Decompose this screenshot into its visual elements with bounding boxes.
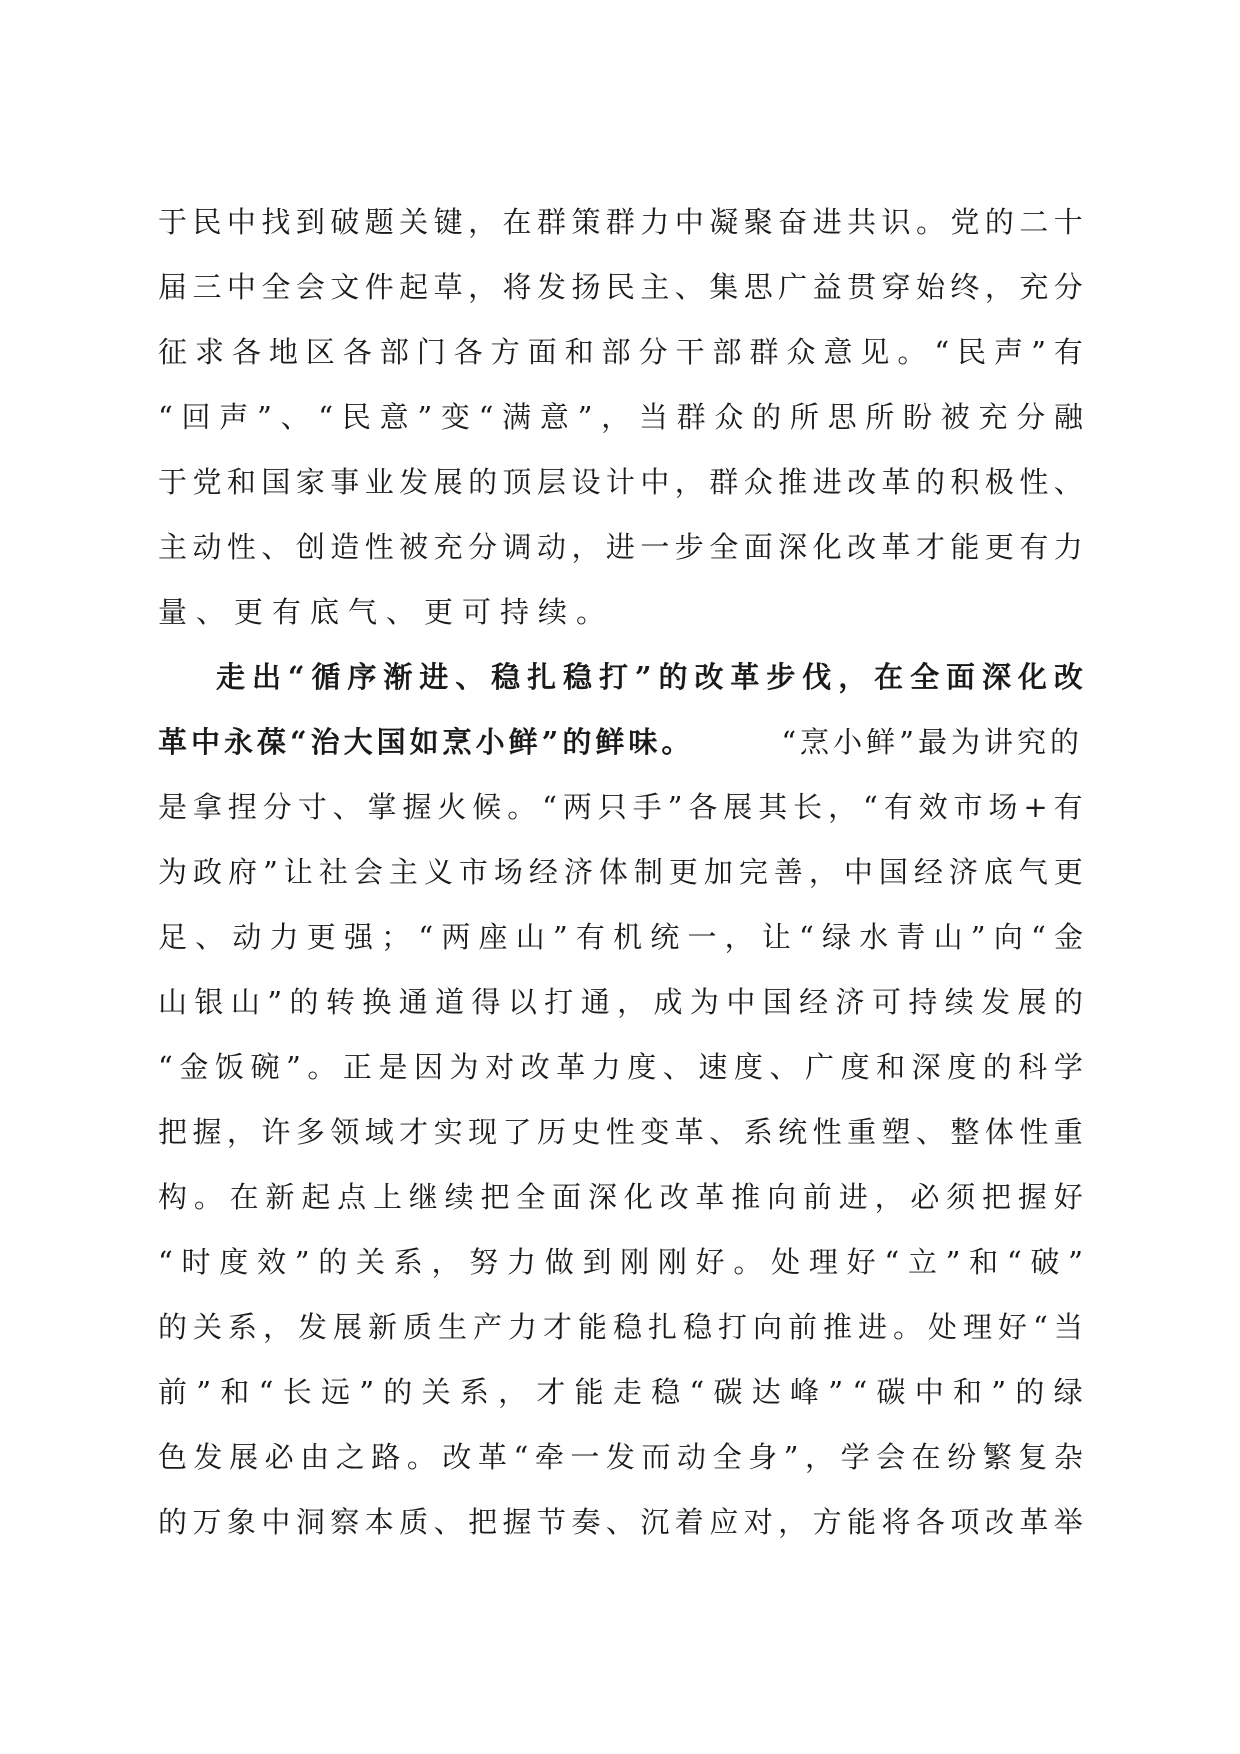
text-line: 届 三 中 全 会 文 件 起 草 ， 将 发 扬 民 主 、 集 思 广 益 贯 穿 始 终 ， 充 分	[158, 270, 1083, 304]
paragraph-2	[158, 645, 1083, 1555]
text-line: 征 求 各 地 区 各 部 门 各 方 面 和 部 分 干 部 群 众 意 见 。 “ 民 声 ” 有	[158, 335, 1083, 369]
text-line: 于 党 和 国 家 事 业 发 展 的 顶 层 设 计 中 ， 群 众 推 进 改 革 的 积 极 性 、	[158, 465, 1083, 499]
text-line: 构 。 在 新 起 点 上 继 续 把 全 面 深 化 改 革 推 向 前 进 ， 必 须 把 握 好	[158, 1180, 1083, 1214]
text-line: 于 民 中 找 到 破 题 关 键 ， 在 群 策 群 力 中 凝 聚 奋 进 共 识 。 党 的 二 十	[158, 205, 1083, 239]
text-line: 为 政 府 ” 让 社 会 主 义 市 场 经 济 体 制 更 加 完 善 ， 中 国 经 济 底 气 更	[158, 855, 1083, 889]
text-line: 主 动 性 、 创 造 性 被 充 分 调 动 ， 进 一 步 全 面 深 化 改 革 才 能 更 有 力	[158, 530, 1083, 564]
paragraph-heading-end: 革中永葆“治大国如烹小鲜”的鲜味。	[158, 725, 695, 759]
text-line-tail: “烹小鲜”最为讲究的	[781, 725, 1083, 759]
text-line: 山 银 山 ” 的 转 换 通 道 得 以 打 通 ， 成 为 中 国 经 济 可 持 续 发 展 的	[158, 985, 1083, 1019]
text-line: 前 ” 和 “ 长 远 ” 的 关 系 ， 才 能 走 稳 “ 碳 达 峰 ” “ 碳 中 和 ” 的 绿	[158, 1375, 1083, 1409]
text-line: 的 万 象 中 洞 察 本 质 、 把 握 节 奏 、 沉 着 应 对 ， 方 能 将 各 项 改 革 举	[158, 1505, 1083, 1539]
text-line: “ 时 度 效 ” 的 关 系 ， 努 力 做 到 刚 刚 好 。 处 理 好 “ 立 ” 和 “ 破 ”	[158, 1245, 1083, 1279]
text-line: “ 回 声 ” 、 “ 民 意 ” 变 “ 满 意 ” ， 当 群 众 的 所 思 所 盼 被 充 分 融	[158, 400, 1083, 434]
paragraph-heading-line: 走 出 “ 循 序 渐 进 、 稳 扎 稳 打 ” 的 改 革 步 伐 ， 在 全 面 深 化 改	[216, 660, 1083, 694]
mixed-line	[158, 710, 1083, 775]
text-line: 量、更有底气、更可持续。	[158, 595, 615, 629]
paragraph-1	[158, 190, 1083, 645]
text-line: 足 、 动 力 更 强 ； “ 两 座 山 ” 有 机 统 一 ， 让 “ 绿 水 青 山 ” 向 “ 金	[158, 920, 1083, 954]
document-body	[158, 190, 1083, 1555]
text-line: 是 拿 捏 分 寸 、 掌 握 火 候 。 “ 两 只 手 ” 各 展 其 长 ， “ 有 效 市 场 + 有	[158, 790, 1083, 824]
text-line: 的 关 系 ， 发 展 新 质 生 产 力 才 能 稳 扎 稳 打 向 前 推 进 。 处 理 好 “ 当	[158, 1310, 1083, 1344]
text-line: 色 发 展 必 由 之 路 。 改 革 “ 牵 一 发 而 动 全 身 ” ， 学 会 在 纷 繁 复 杂	[158, 1440, 1083, 1474]
text-line: 把 握 ， 许 多 领 域 才 实 现 了 历 史 性 变 革 、 系 统 性 重 塑 、 整 体 性 重	[158, 1115, 1083, 1149]
text-line: “ 金 饭 碗 ” 。 正 是 因 为 对 改 革 力 度 、 速 度 、 广 度 和 深 度 的 科 学	[158, 1050, 1083, 1084]
